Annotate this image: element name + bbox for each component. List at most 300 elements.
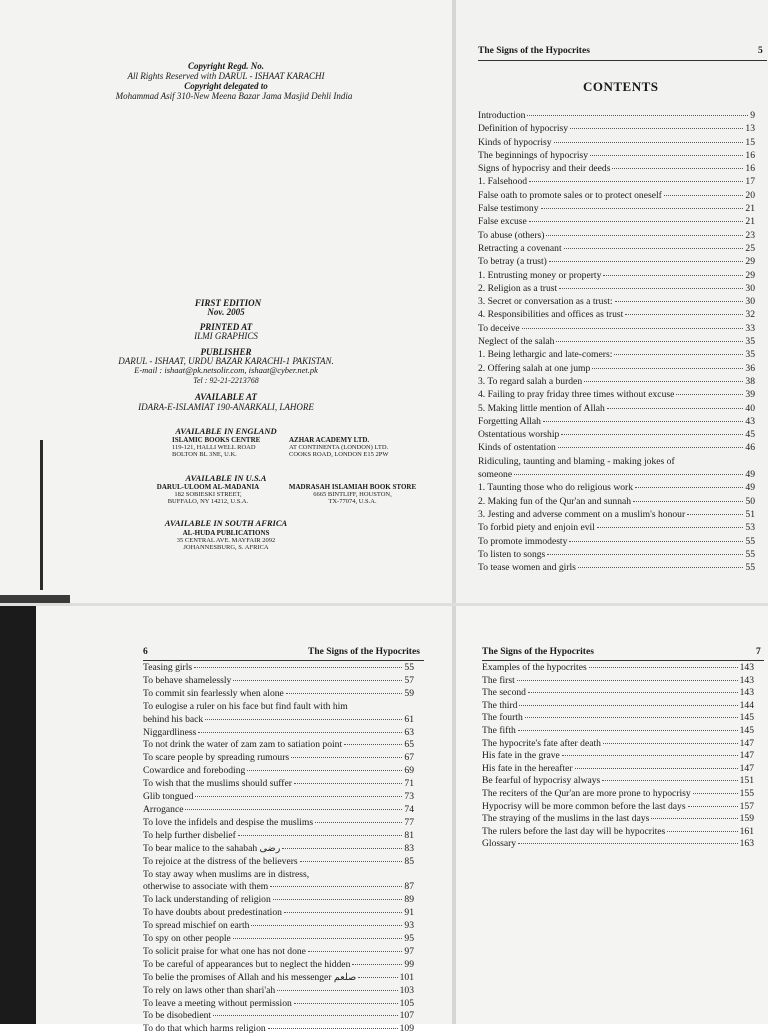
toc-page-number: 145 [739,724,754,736]
toc-entry-title: To rejoice at the distress of the believers [143,855,298,867]
toc-entry-title: To listen to songs [478,548,546,560]
toc-entry-title: To be careful of appearances but to neglect the hidden [143,958,351,970]
toc-entry [143,933,414,946]
page-number: 7 [756,647,761,657]
toc-leader [607,408,744,409]
south-africa-store-name: AL-HUDA PUBLICATIONS [182,529,270,537]
toc-page-number: 103 [399,984,414,996]
contents-list [478,109,755,574]
toc-page-number: 109 [399,1023,414,1035]
scan-shadow [40,440,43,590]
toc-leader [558,447,744,448]
england-store-1-name: ISLAMIC BOOKS CENTRE [172,436,261,444]
toc-entry-title: The third [482,699,518,711]
toc-entry-title: 4. Failing to pray friday three times without excuse [478,389,675,401]
england-store-2-name: AZHAR ACADEMY LTD. [289,436,370,444]
toc-page-number: 101 [399,971,414,983]
toc-leader [529,181,743,182]
toc-entry [143,675,414,688]
toc-leader [294,783,402,784]
toc-entry-title: His fate in the grave [482,750,560,762]
toc-leader [590,155,743,156]
toc-leader [527,115,748,116]
toc-entry-title: Kinds of ostentation [478,442,556,454]
toc-entry-title: The beginnings of hypocrisy [478,149,589,161]
toc-entry-title: To lack understanding of religion [143,894,271,906]
toc-entry [143,843,414,856]
toc-leader [603,275,743,276]
toc-entry [143,701,414,727]
toc-entry-title: To deceive [478,322,520,334]
toc-entry [478,441,755,454]
toc-leader [247,770,402,771]
toc-entry [143,739,414,752]
toc-page-number: 147 [739,762,754,774]
toc-page-number: 97 [404,945,414,957]
toc-entry [143,765,414,778]
toc-page-number: 93 [404,920,414,932]
toc-leader [569,541,743,542]
toc-leader [541,208,744,209]
toc-page-number: 46 [745,442,755,454]
toc-page-number: 77 [404,816,414,828]
toc-page-number: 35 [745,349,755,361]
toc-page-number: 85 [404,855,414,867]
contents-list [482,662,754,851]
toc-entry-title-cont: otherwise to associate with them [143,881,269,893]
south-africa-store-addr1: 35 CENTRAL AVE. MAYFAIR 2092 [176,537,276,544]
toc-entry-title: To scare people by spreading rumours [143,752,290,764]
toc-entry [478,481,755,494]
toc-page-number: 55 [404,662,414,673]
toc-leader [358,977,397,978]
toc-entry [478,269,755,282]
toc-leader [284,912,402,913]
toc-entry-title: Forgetting Allah [478,415,541,427]
toc-entry [478,295,755,308]
toc-leader [519,705,737,706]
toc-leader [528,692,738,693]
toc-entry [482,700,754,713]
toc-entry [143,752,414,765]
toc-entry [482,775,754,788]
usa-store-2 [280,484,425,505]
copyright-delegated: Copyright delegated to [184,81,268,91]
toc-entry [143,856,414,869]
toc-leader [635,487,743,488]
toc-leader [344,744,402,745]
toc-page-number: 144 [739,699,754,711]
toc-entry-title: His fate in the hereafter [482,762,573,774]
toc-entry-title: To not drink the water of zam zam to satiation point [143,739,343,751]
publisher-label: PUBLISHER [200,347,252,357]
toc-page-number: 145 [739,712,754,724]
toc-entry-title: 3. Secret or conversation as a trust: [478,296,613,308]
toc-entry [478,402,755,415]
toc-leader [570,128,743,129]
toc-page-number: 43 [745,415,755,427]
toc-page-number: 20 [745,189,755,201]
toc-entry-title: The reciters of the Qur'an are more prone to hypocrisy [482,787,691,799]
toc-leader [561,434,743,435]
toc-entry-title: To spy on other people [143,933,231,945]
toc-leader [517,680,738,681]
south-africa-store [0,530,452,551]
toc-entry [143,778,414,791]
toc-entry-title: Niggardliness [143,726,197,738]
toc-leader [546,235,743,236]
toc-entry [482,826,754,839]
toc-leader [205,719,402,720]
toc-leader [651,818,737,819]
toc-entry [478,202,755,215]
toc-entry [478,455,755,482]
toc-leader [282,848,402,849]
toc-entry [482,813,754,826]
toc-page-number: 57 [404,674,414,686]
toc-entry-title: 1. Being lethargic and late-comers: [478,349,613,361]
toc-page-number: 55 [745,562,755,574]
publisher-tel: Tel : 92-21-2213768 [193,376,259,385]
toc-leader [238,835,403,836]
toc-entry-title: Glib tongued [143,791,194,803]
toc-leader [575,768,738,769]
toc-entry-title: 1. Taunting those who do religious work [478,482,634,494]
toc-leader [554,142,744,143]
toc-leader [602,780,737,781]
toc-entry [482,750,754,763]
toc-entry [478,162,755,175]
toc-entry-title: To tease women and girls [478,562,576,574]
toc-page-number: 143 [739,687,754,699]
toc-leader [615,301,744,302]
scan-seam [0,603,768,606]
toc-page-number: 30 [745,282,755,294]
toc-entry-title: Arrogance [143,803,184,815]
toc-entry-title: To stay away when muslims are in distress, [143,868,310,880]
toc-page-number: 89 [404,894,414,906]
toc-entry [478,229,755,242]
toc-entry [143,869,414,895]
toc-entry [482,662,754,675]
toc-page-number: 99 [404,958,414,970]
toc-entry [482,838,754,851]
copyright-page [0,0,452,603]
toc-entry-title: Kinds of hypocrisy [478,136,552,148]
toc-leader [625,314,743,315]
toc-leader [612,168,743,169]
toc-page-number: 95 [404,933,414,945]
toc-page-number: 74 [404,803,414,815]
england-store-2-addr2: COOKS ROAD, LONDON E15 2PW [289,451,389,458]
toc-leader [584,381,743,382]
toc-page-number: 161 [739,825,754,837]
toc-page-number: 143 [739,662,754,673]
toc-page-number: 69 [404,765,414,777]
usa-store-1 [148,484,268,505]
toc-page-number: 63 [404,726,414,738]
toc-leader [233,938,403,939]
toc-entry-title: The rulers before the last day will be hypocrites [482,825,666,837]
toc-page-number: 21 [745,203,755,215]
toc-page-number: 71 [404,778,414,790]
toc-entry [478,388,755,401]
usa-store-2-addr1: 6665 BINTLIFF, HOUSTON, [313,491,392,498]
toc-leader [514,474,743,475]
toc-entry-title: False excuse [478,216,527,228]
toc-entry-title-cont: behind his back [143,713,204,725]
toc-entry-title: To commit sin fearlessly when alone [143,687,284,699]
toc-entry [143,804,414,817]
toc-entry [478,322,755,335]
toc-page-number: 30 [745,296,755,308]
edition: FIRST EDITION [194,298,262,308]
book-gutter [452,0,456,1024]
toc-entry [143,1023,414,1036]
toc-entry [143,998,414,1011]
toc-entry-title: To be disobedient [143,1010,212,1022]
toc-page-number: 38 [745,375,755,387]
toc-page-number: 147 [739,737,754,749]
usa-store-1-addr1: 182 SOBIESKI STREET, [174,491,242,498]
toc-entry-title: Signs of hypocrisy and their deeds [478,163,611,175]
toc-entry [478,215,755,228]
toc-leader [518,730,738,731]
toc-leader [525,717,738,718]
page-header-title: The Signs of the Hypocrites [308,647,420,657]
toc-entry [478,428,755,441]
england-store-1 [172,437,260,458]
toc-page-number: 59 [404,687,414,699]
toc-leader [562,755,738,756]
toc-entry-title: To eulogise a ruler on his face but find fault with him [143,700,348,712]
toc-leader [315,822,402,823]
toc-page-number: 16 [745,163,755,175]
toc-entry-title-cont: someone [478,469,513,481]
toc-page-number: 45 [745,429,755,441]
copyright-rights: All Rights Reserved with DARUL - ISHAAT KARACHI [127,71,325,81]
toc-entry-title: Glossary [482,838,517,850]
toc-leader [688,806,738,807]
toc-entry-title: 4. Responsibilities and offices as trust [478,309,624,321]
toc-entry [143,662,414,675]
toc-page-number: 17 [745,176,755,188]
toc-leader [603,743,738,744]
england-store-1-addr2: BOLTON BL 3NE, U.K. [172,451,237,458]
toc-entry-title: Ostentatious worship [478,429,560,441]
usa-store-1-addr2: BUFFALO, NY 14212, U.S.A. [167,498,249,505]
toc-entry-title: 5. Making little mention of Allah [478,402,605,414]
toc-entry-title: False oath to promote sales or to protect oneself [478,189,662,201]
toc-page-number: 40 [745,402,755,414]
toc-entry-title: To have doubts about predestination [143,907,282,919]
south-africa-label: AVAILABLE IN SOUTH AFRICA [164,518,288,528]
toc-leader [559,288,743,289]
toc-entry-title: To rely on laws other than shari'ah [143,984,276,996]
toc-page-number: 67 [404,752,414,764]
toc-page-number: 16 [745,149,755,161]
toc-entry-title: To abuse (others) [478,229,545,241]
toc-leader [300,861,403,862]
toc-entry [478,548,755,561]
toc-page-number: 51 [745,508,755,520]
toc-entry-title: Be fearful of hypocrisy always [482,775,601,787]
toc-entry-title: 2. Making fun of the Qur'an and sunnah [478,495,632,507]
toc-page-number: 83 [404,842,414,854]
toc-entry [478,255,755,268]
england-label: AVAILABLE IN ENGLAND [175,426,277,436]
toc-leader [286,693,403,694]
contents-page-5 [456,0,768,603]
printer-name: ILMI GRAPHICS [194,331,258,341]
toc-entry-title: To betray (a trust) [478,256,547,268]
toc-leader [592,368,743,369]
england-store-2-addr1: AT CONTINENTA (LONDON) LTD. [289,444,389,451]
toc-entry [143,727,414,740]
toc-leader [664,195,744,196]
toc-page-number: 147 [739,750,754,762]
toc-entry-title: Hypocrisy will be more common before the last days [482,800,686,812]
toc-entry [143,959,414,972]
toc-entry-title: To belie the promises of Allah and his messenger صلعم [143,971,357,983]
toc-page-number: 53 [745,522,755,534]
toc-page-number: 23 [745,229,755,241]
copyright-regd: Copyright Regd. No. [187,61,264,71]
toc-entry [478,308,755,321]
toc-entry-title: Teasing girls [143,662,193,673]
toc-entry-title: To promote immodesty [478,535,568,547]
toc-entry-title: 3. To regard salah a burden [478,375,583,387]
toc-page-number: 9 [750,110,755,121]
usa-store-1-name: DARUL-ULOOM AL-MADANIA [156,483,260,491]
toc-leader [352,964,402,965]
toc-page-number: 107 [399,1010,414,1022]
toc-page-number: 29 [745,269,755,281]
toc-entry [478,189,755,202]
toc-leader [213,1015,398,1016]
toc-entry-title: To help further disbelief [143,829,236,841]
toc-entry [482,763,754,776]
toc-page-number: 33 [745,322,755,334]
england-store-1-addr1: 119-121, HALLI WELL ROAD [172,444,256,451]
toc-entry-title: Retracting a covenant [478,242,562,254]
toc-leader [233,680,402,681]
publisher-email: E-mail : ishaat@pk.netsolir.com, ishaat@cyber.net.pk [134,365,318,375]
scan-spine-shadow [0,606,36,1024]
toc-leader [518,843,738,844]
toc-entry-title: To do that which harms religion [143,1023,266,1035]
toc-leader [578,567,744,568]
toc-entry [482,687,754,700]
toc-page-number: 65 [404,739,414,751]
toc-leader [693,793,738,794]
toc-entry-title: To solicit praise for what one has not done [143,945,306,957]
toc-entry [478,175,755,188]
toc-entry [478,561,755,574]
toc-entry [143,791,414,804]
contents-list [143,662,414,1036]
page-header-title: The Signs of the Hypocrites [482,647,594,657]
toc-entry [478,242,755,255]
toc-page-number: 49 [745,482,755,494]
toc-page-number: 36 [745,362,755,374]
toc-entry [143,920,414,933]
toc-leader [564,248,744,249]
toc-leader [597,527,744,528]
toc-entry [478,282,755,295]
available-at-label: AVAILABLE AT [194,392,258,402]
toc-entry-title: The first [482,674,515,686]
usa-store-2-addr2: TX-77074, U.S.A. [328,498,377,505]
toc-entry [478,521,755,534]
toc-leader [194,667,402,668]
toc-entry-title: The second [482,687,526,699]
toc-entry-title: 1. Falsehood [478,176,528,188]
toc-entry [478,348,755,361]
toc-page-number: 15 [745,136,755,148]
toc-page-number: 49 [745,469,755,481]
printed-at-label: PRINTED AT [199,322,253,332]
toc-entry-title: Examples of the hypocrites [482,662,587,673]
toc-entry [143,1010,414,1023]
toc-entry-title: Cowardice and foreboding [143,765,246,777]
toc-page-number: 73 [404,791,414,803]
contents-title: CONTENTS [583,79,659,94]
page-header-title: The Signs of the Hypocrites [478,46,590,56]
toc-entry-title: To behave shamelessly [143,674,232,686]
page-number: 6 [143,647,148,657]
toc-entry-title: Neglect of the salah [478,336,555,348]
toc-entry [143,985,414,998]
publisher-address: DARUL - ISHAAT, URDU BAZAR KARACHI-1 PAKISTAN. [118,356,334,366]
toc-entry [478,415,755,428]
header-rule [143,660,424,661]
toc-page-number: 25 [745,242,755,254]
toc-page-number: 32 [745,309,755,321]
edition-date: Nov. 2005 [207,307,245,317]
toc-page-number: 50 [745,495,755,507]
toc-entry [143,688,414,701]
usa-store-2-name: MADRASAH ISLAMIAH BOOK STORE [288,483,417,491]
toc-entry [143,907,414,920]
toc-entry [478,535,755,548]
toc-leader [291,757,402,758]
toc-entry-title: Ridiculing, taunting and blaming - making jokes of [478,455,675,467]
toc-leader [614,354,743,355]
toc-entry-title: The straying of the muslims in the last days [482,813,650,825]
toc-leader [676,394,743,395]
toc-entry [482,738,754,751]
toc-entry [143,894,414,907]
toc-entry [478,149,755,162]
toc-entry [143,817,414,830]
toc-entry [482,788,754,801]
toc-leader [294,1003,398,1004]
toc-entry [478,495,755,508]
toc-leader [633,501,743,502]
toc-entry-title: False testimony [478,203,539,215]
toc-entry-title: Introduction [478,110,526,121]
toc-entry-title: To spread mischief on earth [143,920,250,932]
toc-leader [687,514,743,515]
toc-leader [195,796,402,797]
toc-entry-title: 3. Jesting and adverse comment on a muslim's honour [478,508,686,520]
usa-label: AVAILABLE IN U.S.A [185,473,267,483]
toc-entry-title: The fifth [482,724,516,736]
toc-page-number: 39 [745,389,755,401]
available-at-address: IDARA-E-ISLAMIAT 190-ANARKALI, LAHORE [138,402,314,412]
toc-page-number: 91 [404,907,414,919]
